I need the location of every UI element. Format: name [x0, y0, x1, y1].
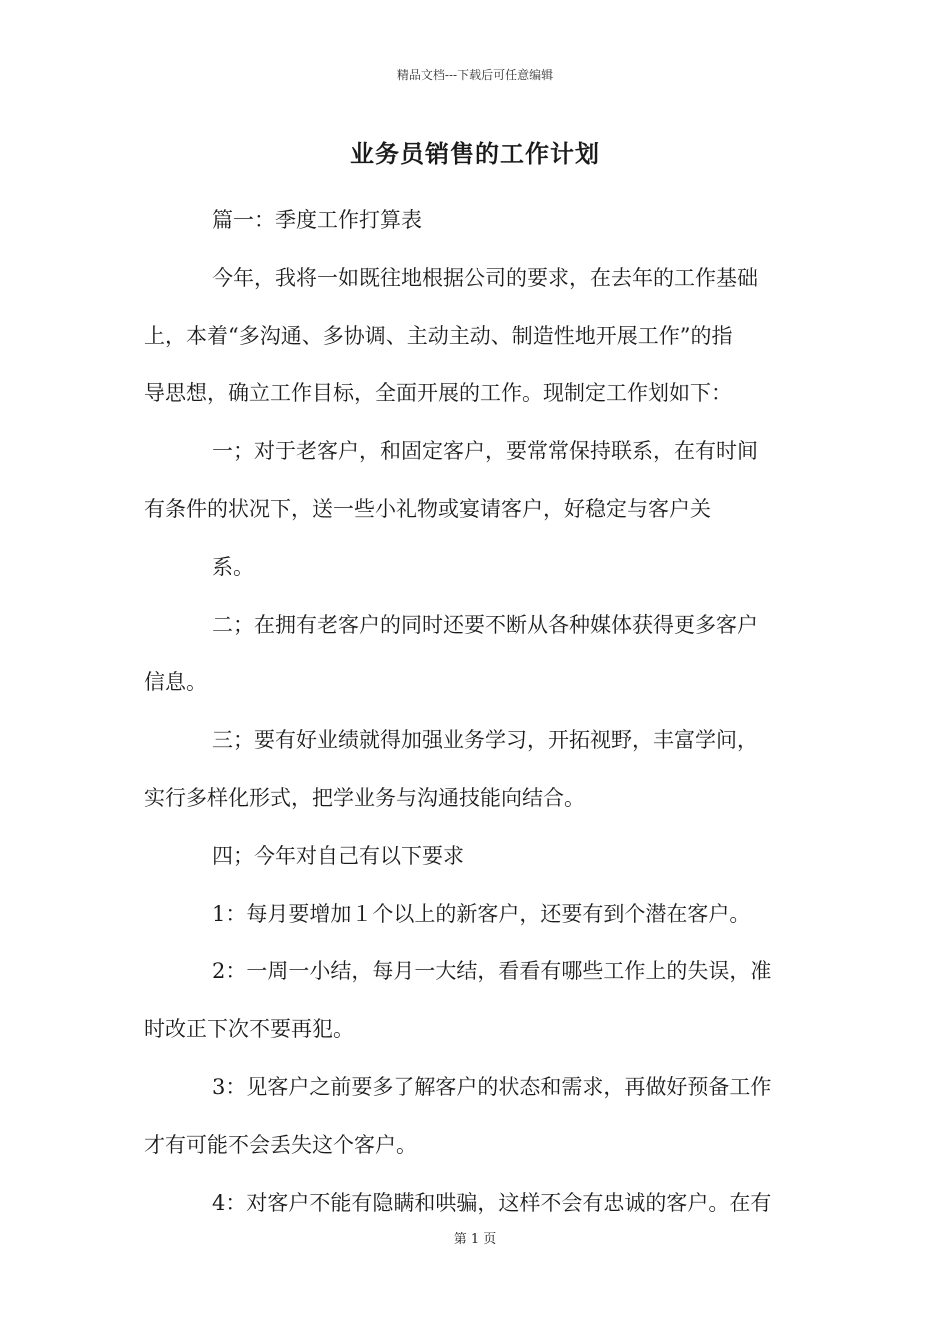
list-item-continuation: 才有可能不会丢失这个客户。 [144, 1132, 417, 1157]
page-header: 精品文档---下载后可任意编辑 [396, 68, 554, 82]
paragraph-line: 三；要有好业绩就得加强业务学习，开拓视野，丰富学问， [212, 728, 758, 753]
list-item: 2：一周一小结，每月一大结，看看有哪些工作上的失误，准 [212, 959, 772, 984]
paragraph-line: 今年，我将一如既往地根据公司的要求，在去年的工作基础 [212, 265, 758, 290]
section-heading: 篇一：季度工作打算表 [212, 208, 422, 232]
paragraph-line: 实行多样化形式，把学业务与沟通技能向结合。 [144, 785, 585, 810]
paragraph-line: 有条件的状况下，送一些小礼物或宴请客户，好稳定与客户关 [144, 496, 711, 521]
paragraph-line: 导思想，确立工作目标，全面开展的工作。现制定工作划如下： [144, 381, 732, 406]
paragraph-line: 二；在拥有老客户的同时还要不断从各种媒体获得更多客户 [212, 612, 758, 637]
paragraph-line: 上，本着“多沟通、多协调、主动主动、制造性地开展工作”的指 [144, 323, 733, 348]
list-item: 4：对客户不能有隐瞒和哄骗，这样不会有忠诚的客户。在有 [212, 1190, 772, 1215]
list-item: 1：每月要增加１个以上的新客户，还要有到个潜在客户。 [212, 901, 751, 926]
paragraph-line: 四；今年对自己有以下要求 [212, 843, 464, 868]
paragraph-line: 一；对于老客户，和固定客户，要常常保持联系，在有时间 [212, 439, 758, 464]
paragraph-line: 信息。 [144, 670, 207, 695]
document-title: 业务员销售的工作计划 [350, 139, 600, 168]
document-body [144, 200, 808, 1240]
paragraph-line: 系。 [212, 554, 254, 579]
list-item: 3：见客户之前要多了解客户的状态和需求，再做好预备工作 [212, 1074, 772, 1099]
page-number: 第 1 页 [453, 1232, 497, 1247]
list-item-continuation: 时改正下次不要再犯。 [144, 1017, 354, 1042]
